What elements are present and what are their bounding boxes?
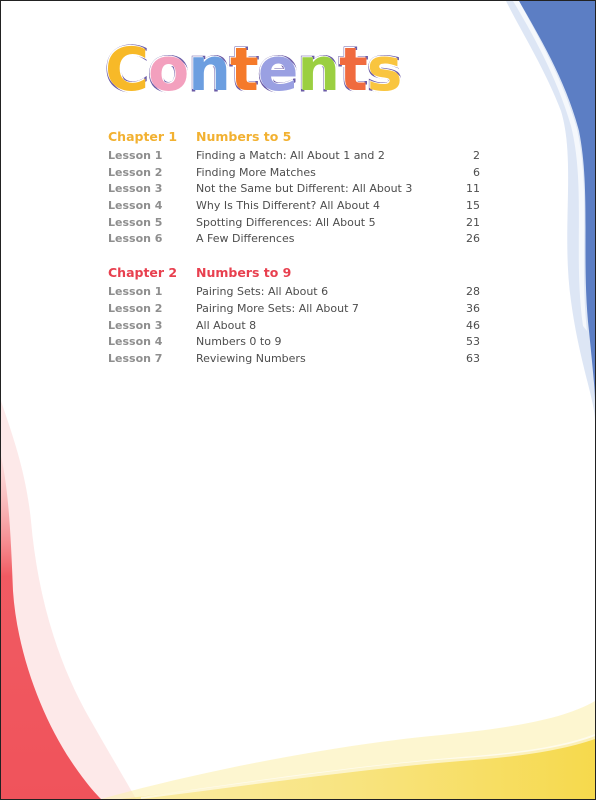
lesson-title: Spotting Differences: All About 5 [196, 215, 376, 229]
lesson-row [108, 149, 480, 166]
lesson-label: Lesson 5 [108, 215, 163, 229]
title-letter: o [148, 35, 189, 105]
lesson-page-number: 26 [466, 232, 480, 246]
chapter-title: Numbers to 5 [196, 129, 292, 144]
lesson-row [108, 352, 480, 369]
title-letter: C [105, 35, 149, 105]
lesson-row [108, 285, 480, 302]
lesson-page-number: 6 [473, 165, 480, 179]
title-letter: e [257, 35, 298, 105]
lesson-page-number: 63 [466, 351, 480, 365]
chapter-block [108, 265, 480, 368]
chapter-label: Chapter 1 [108, 129, 178, 144]
lesson-row [108, 335, 480, 352]
lesson-page-number: 53 [466, 335, 480, 349]
lesson-page-number: 46 [466, 318, 480, 332]
lesson-label: Lesson 2 [108, 165, 163, 179]
decorative-background [1, 1, 595, 799]
lesson-title: A Few Differences [196, 232, 295, 246]
chapter-heading [108, 129, 480, 149]
title-letter: t [339, 35, 367, 105]
lesson-page-number: 36 [466, 301, 480, 315]
title-letter: n [297, 35, 340, 105]
lesson-title: Finding More Matches [196, 165, 316, 179]
lesson-title: All About 8 [196, 318, 257, 332]
title-letter: t [230, 35, 258, 105]
chapter-label: Chapter 2 [108, 265, 178, 281]
table-of-contents [108, 129, 480, 385]
lesson-page-number: 21 [466, 215, 480, 229]
chapter-block [108, 129, 480, 249]
page-title [105, 31, 402, 109]
title-letter: n [188, 35, 230, 105]
lesson-label: Lesson 6 [108, 232, 163, 246]
lesson-page-number: 2 [473, 149, 480, 162]
lesson-title: Why Is This Different? All About 4 [196, 199, 380, 213]
lesson-row [108, 216, 480, 233]
lesson-label: Lesson 4 [108, 335, 163, 349]
lesson-label: Lesson 7 [108, 351, 163, 365]
lesson-title: Pairing Sets: All About 6 [196, 285, 329, 299]
lesson-title: Not the Same but Different: All About 3 [196, 182, 413, 196]
lesson-page-number: 15 [466, 199, 480, 213]
lesson-page-number: 28 [466, 285, 480, 299]
lesson-row [108, 199, 480, 216]
lesson-row [108, 319, 480, 336]
lesson-title: Finding a Match: All About 1 and 2 [196, 149, 385, 162]
lesson-label: Lesson 2 [108, 301, 163, 315]
lesson-label: Lesson 4 [108, 199, 163, 213]
lesson-label: Lesson 1 [108, 285, 163, 299]
lesson-row [108, 302, 480, 319]
lesson-title: Pairing More Sets: All About 7 [196, 301, 359, 315]
lesson-label: Lesson 3 [108, 318, 163, 332]
lesson-title: Reviewing Numbers [196, 351, 306, 365]
title-letter: s [366, 35, 402, 105]
lesson-label: Lesson 1 [108, 149, 163, 162]
chapter-title: Numbers to 9 [196, 265, 292, 281]
lesson-page-number: 11 [466, 182, 480, 196]
lesson-row [108, 182, 480, 199]
chapter-heading [108, 265, 480, 285]
lesson-label: Lesson 3 [108, 182, 163, 196]
lesson-row [108, 166, 480, 183]
lesson-title: Numbers 0 to 9 [196, 335, 282, 349]
lesson-row [108, 232, 480, 249]
